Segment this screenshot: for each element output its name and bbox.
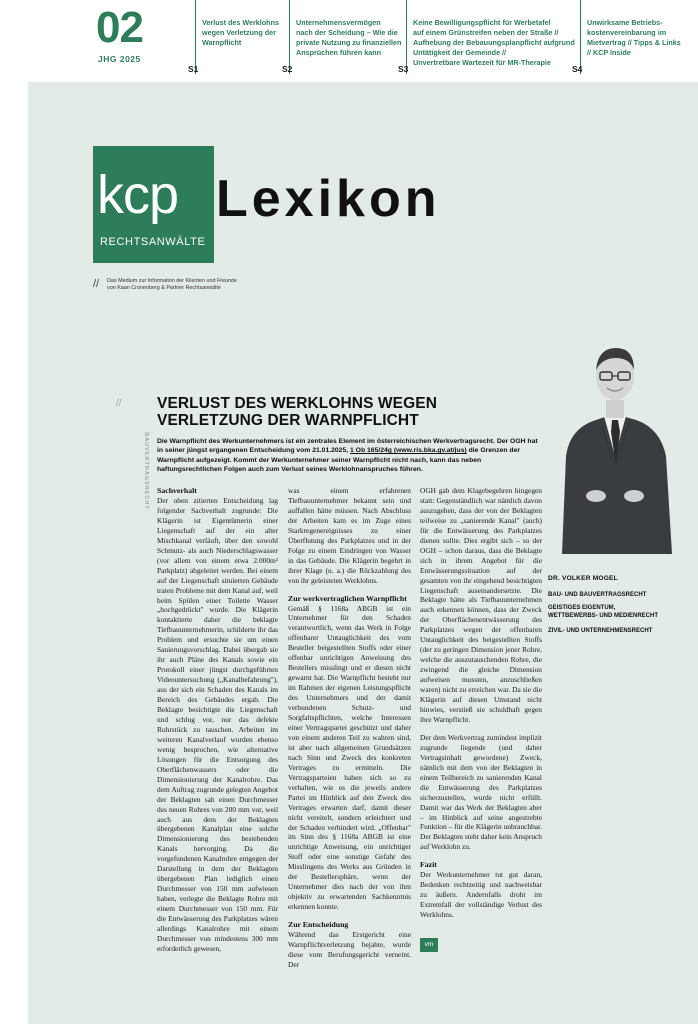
subheading-sachverhalt: Sachverhalt [157, 486, 197, 495]
paragraph: Der dem Werkvertrag zumindest implizit zugrunde liegende (und daher Vertragsinhalt gewordene) Zweck, nämlich mit dem von der Beklagten in einem Teilbereich zu sanierenden Kanal die Entwässerung des Parkplatzes sicherzustellen, wurde nicht erfüllt. Damit war das Werk der Beklagten aber – im Hinblick auf seine angestrebte Funktion – für die Klägerin unbrauchbar. Der Beklagten steht daher kein Anspruch auf Werklohn zu. [420, 732, 542, 852]
author-specialty-3: ZIVIL- UND UNTERNEHMENSRECHT [548, 628, 653, 634]
teaser-3-page[interactable]: S3 [398, 64, 409, 74]
article-column-1 [157, 486, 278, 954]
author-specialty-1: BAU- UND BAUVERTRAGSRECHT [548, 592, 647, 598]
teaser-3[interactable]: Keine Bewilligungspflicht für Werbetafel auf einem Grünstreifen neben der Straße // Aufhebung der Bebauungsplanpflicht aufgrund Untätigkeit der Gemeinde // Unvertretbare Wartezeit für MR-Therapie [406, 0, 576, 74]
section-label: BAUVERTRAGSRECHT [143, 432, 149, 510]
paragraph: was einem erfahrenen Tiefbauunternehmer bekannt sein und auffallen hätte müssen. Nach Abschluss der Arbeiten kam es im Zuge eines Starkregenereignisses zu einer Überflutung des Parkplatzes und in der Folge zu einem Eindringen von Wasser in das Gebäude. Die Klägerin begehrt in ihrer Klage (u. a.) die Rückzahlung des von ihr geleisteten Werklohns. [288, 486, 411, 585]
paragraph: Gemäß § 1168a ABGB ist ein Unternehmer für den Schaden verantwortlich, wenn das Werk in Folge offenbarer Untauglichkeit des vom Besteller beigestellten Stoffs oder einer offenbar unrichtigen Anweisung des Bestellers misslingt und er diesen nicht gewarnt hat. Die Warnpflicht besteht nur im Rahmen der eigenen Leistungspflicht des Unternehmers und der damit verbundenen Schutz- und Sorgfaltspflichten, welche Interessen einer Vertragspartei geschützt und daher von einem anderen Teil zu wahren sind, ist aber nach allgemeinen Grundsätzen nach Sinn und Zweck des konkreten Vertrages zu ermitteln. Die Vertragsparteien haben sich so zu verhalten, wie es die jeweils andere Partei im Hinblick auf den Zweck des Vertrages erwarten darf, damit dieser nicht vereitelt, sondern erleichtert und der Schaden verhindert wird. „Offenbar" im Sinn des § 1168a ABGB ist eine unrichtige Anweisung, ein unrichtiger Stoff oder eine sonstige Gefahr des Misslingens des Werks aus Gründen in der Bestellersphäre, wenn der Unternehmer dies nach der von ihm objektiv zu erwartenden Sachkenntnis erkennen konnte. [288, 603, 411, 912]
paragraph: Während das Erstgericht eine Warnpflichtverletzung bejahte, wurde diese vom Berufungsgericht verneint. Der [288, 930, 411, 969]
teaser-1-page[interactable]: S1 [188, 64, 199, 74]
article-column-3 [420, 486, 542, 920]
subheading-fazit: Fazit [420, 860, 437, 870]
author-specialty-2: GEISTIGES EIGENTUM, WETTBEWERBS- UND MEDIENRECHT [548, 605, 658, 619]
paragraph: Der oben zitierten Entscheidung lag folgender Sachverhalt zugrunde: Die Klägerin ist Eigentümerin einer Liegenschaft auf der ein alter Mischkanal verläuft, über den sowohl Schmutz- als auch Niederschlagswasser (vor allem von einem etwa 2.000m² Parkplatz) abgeleitet werden. Bei einem auf der Liegenschaft situierten Gebäude traten Probleme mit dem Kanal auf, weil beim Spülen einer Toilette Wasser „hochgedrückt" wurde. Die Klägerin kontaktierte daher die beklagte Tiefbauunternehmerin, schilderte ihr das Problem und ersuchte sie um einen Sanierungsvorschlag. Dabei übergab sie ihr auch Pläne des Kanals sowie ein Protokoll einer jüngst durchgeführten Videountersuchung („Kanalbefahrung"), aus der sich ein Schaden des Kanals im Bereich des Gebäudes ergab. Die Beklagte besichtigte die Liegenschaft und schlug vor, nur das defekte Rohrstück zu tauschen. Arbeiten im weiteren Kanalverlauf wurden ebenso wenig besprochen, wie alternative Lösungen für die Entsorgung des Oberflächenwassers oder die Dimensionierung der Kanalrohre. Das dem Auftrag zugrunde gelegten Angebot der Beklagten sah einen Durchmesser des neuen Rohres von 200 mm vor, weil auch aus dem der Beklagten übergebenen Kanalplan eine solche Dimensionierung des bestehenden Kanals hervorging. Da die vorgefundenen Kanalrohre entgegen der Darstellung in dem der Beklagten übergebenen Plan lediglich einen Durchmesser von 150 mm aufwiesen haben, verlegte die Beklagte Rohre mit einem Durchmesser von 150 mm. Für die Entwässerung des Parkplatzes wären allerdings Kanalrohre mit einem Durchmesser von mindestens 300 mm erforderlich gewesen, [157, 496, 278, 953]
teaser-4-page[interactable]: S4 [572, 64, 583, 74]
author-initials-badge: vm [420, 938, 438, 952]
author-portrait [556, 336, 674, 554]
article-headline: VERLUST DES WERKLOHNS WEGEN VERLETZUNG DER WARNPFLICHT [157, 395, 437, 429]
teaser-2[interactable]: Unternehmensvermögen nach der Scheidung – Wie die private Nutzung zu finanziellen Ansprüchen führen kann [289, 0, 404, 74]
section-slash: // [116, 398, 122, 409]
issue-year: JHG 2025 [98, 54, 141, 64]
subheading-warnpflicht: Zur werkvertraglichen Warnpflicht [288, 593, 407, 603]
article-lead: Die Warnpflicht des Werkunternehmers ist ein zentrales Element im österreichischen Werkvertragsrecht. Der OGH hat in seiner jüngst ergangenen Entscheidung vom 21.01.2025, 1 Ob 165/24g (www.ris.bka.gv.at/jus) die Grenzen der Warnpflicht aufgezeigt. Kommt der Werkunternehmer seiner Warnpflicht nicht nach, kann das neben haftungsrechtlichen Folgen auch zum Verlust seines Werklohnanspruches führen. [157, 438, 538, 474]
subheading-entscheidung: Zur Entscheidung [288, 920, 349, 930]
logo-subtitle: RECHTSANWÄLTE [100, 236, 206, 248]
teaser-2-page[interactable]: S2 [282, 64, 293, 74]
author-name: DR. VOLKER MOGEL [548, 575, 618, 582]
tagline-slash: // [93, 278, 100, 290]
decision-reference-link[interactable]: 1 Ob 165/24g (www.ris.bka.gv.at/jus) [350, 447, 467, 455]
issue-number: 02 [96, 3, 143, 52]
article-column-2 [288, 486, 411, 970]
logo-kcp: kcp [97, 165, 179, 225]
teaser-1[interactable]: Verlust des Werklohns wegen Verletzung der Warnpflicht [195, 0, 280, 74]
paragraph: OGH gab dem Klagebegehren hingegen statt: Gegenständlich war nämlich davon auszugehen, dass der von der Beklagten teilweise zu „sanierende Kanal" (auch) für die Entwässerung des Parkplatzes dienen sollte. Dies ergibt sich – so der OGH – schon daraus, dass die Beklagte sich in ihrem Angebot für die Entwässerungssituation auf der gesamten von ihr eingehend besichtigten Liegenschaft auseinandersetzte. Die Beklagte hätte als Tiefbauunternehmen auch erkennen können, dass der Zweck der Oberflächenentwässerung des Parkplatzes wegen der offenbaren Untauglichkeit des beigestellten Stoffs (der zu geringen Dimension jener Rohre, welche die auszutauschenden Rohre, die zwingend die gleiche Dimension aufweisen mussten, anzuschließen waren) nicht zu erreichen war. Da sie die Klägerin auf diesen Umstand nicht hinwies, verstieß sie schuldhaft gegen ihre Warnpflicht. [420, 486, 542, 724]
top-strip [0, 0, 698, 82]
paragraph: Der Werkunternehmer tut gut daran, Bedenken rechtzeitig und nachweisbar zu äußern. Andernfalls droht im Extremfall der vollständige Verlust des Werklohns. [420, 870, 542, 920]
logo-lexikon: Lexikon [216, 170, 441, 228]
tagline: Das Medium zur Information der Klienten und Freunde von Kaan Cronenberg & Partner Rechtsanwälte [107, 278, 238, 291]
teaser-4[interactable]: Unwirksame Betriebs- kostenvereinbarung im Mietvertrag // Tipps & Links // KCP Inside [580, 0, 692, 74]
